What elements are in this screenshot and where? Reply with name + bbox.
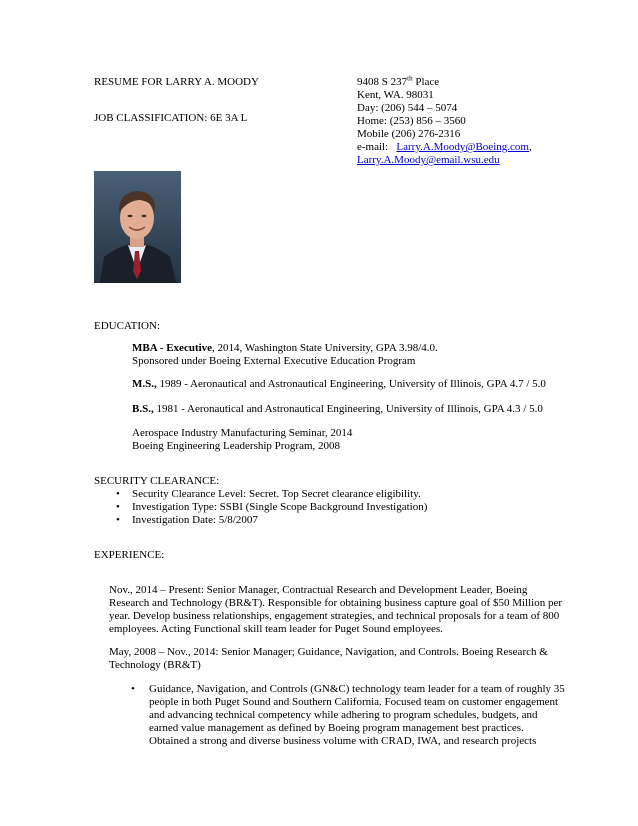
- education-seminar: Aerospace Industry Manufacturing Seminar, 2014: [132, 427, 353, 439]
- bullet-icon: •: [116, 488, 120, 500]
- profile-photo: [94, 171, 181, 283]
- email-line: e-mail: Larry.A.Moody@Boeing.com,: [357, 141, 532, 153]
- job2-bullet-line3: and advancing technical competency while adhering to program schedules, budgets, and: [149, 709, 538, 721]
- job2-line1: May, 2008 – Nov., 2014: Senior Manager; Guidance, Navigation, and Controls. Boeing Research &: [109, 646, 548, 658]
- job1-line4: employees. Acting Functional skill team leader for Puget Sound employees.: [109, 623, 443, 635]
- bullet-icon: •: [116, 501, 120, 513]
- phone-mobile: Mobile (206) 276-2316: [357, 128, 461, 140]
- phone-home: Home: (253) 856 – 3560: [357, 115, 466, 127]
- job2-bullet-line4: earned value management as defined by Boeing program management best practices.: [149, 722, 524, 734]
- job2-bullet-line5: Obtained a strong and diverse business volume with CRAD, IWA, and research projects: [149, 735, 537, 747]
- education-mba: MBA - Executive, 2014, Washington State University, GPA 3.98/4.0.: [132, 342, 438, 354]
- job2-bullet-line2: people in both Puget Sound and Southern California. Focused team on customer engagement: [149, 696, 559, 708]
- education-heading: EDUCATION:: [94, 320, 160, 332]
- job1-line2: Research and Technology (BR&T). Responsible for obtaining business capture goal of $50 Million per: [109, 597, 562, 609]
- address-city: Kent, WA. 98031: [357, 89, 434, 101]
- security-heading: SECURITY CLEARANCE:: [94, 475, 220, 487]
- job1-line3: year. Develop business relationships, engagement strategies, and technical proposals for a team of 800: [109, 610, 560, 622]
- phone-day: Day: (206) 544 – 5074: [357, 102, 458, 114]
- resume-title: RESUME FOR LARRY A. MOODY: [94, 76, 259, 88]
- email-link-wsu[interactable]: Larry.A.Moody@email.wsu.edu: [357, 154, 500, 166]
- job1-line1: Nov., 2014 – Present: Senior Manager, Contractual Research and Development Leader, Boeing: [109, 584, 528, 596]
- job-classification: JOB CLASSIFICATION: 6E 3A L: [94, 112, 248, 124]
- bullet-icon: •: [131, 683, 135, 695]
- email-link-boeing[interactable]: Larry.A.Moody@Boeing.com: [396, 141, 529, 153]
- education-mba-note: Sponsored under Boeing External Executive Education Program: [132, 355, 416, 367]
- education-ms: M.S., 1989 - Aeronautical and Astronautical Engineering, University of Illinois, GPA 4.7 / 5.0: [132, 378, 546, 390]
- bullet-icon: •: [116, 514, 120, 526]
- portrait-image: [94, 171, 181, 283]
- education-bs: B.S., 1981 - Aeronautical and Astronautical Engineering, University of Illinois, GPA 4.3 / 5.0: [132, 403, 543, 415]
- address-street: 9408 S 237th Place: [357, 74, 440, 88]
- job2-line2: Technology (BR&T): [109, 659, 201, 671]
- experience-heading: EXPERIENCE:: [94, 549, 165, 561]
- education-leadership: Boeing Engineering Leadership Program, 2008: [132, 440, 341, 452]
